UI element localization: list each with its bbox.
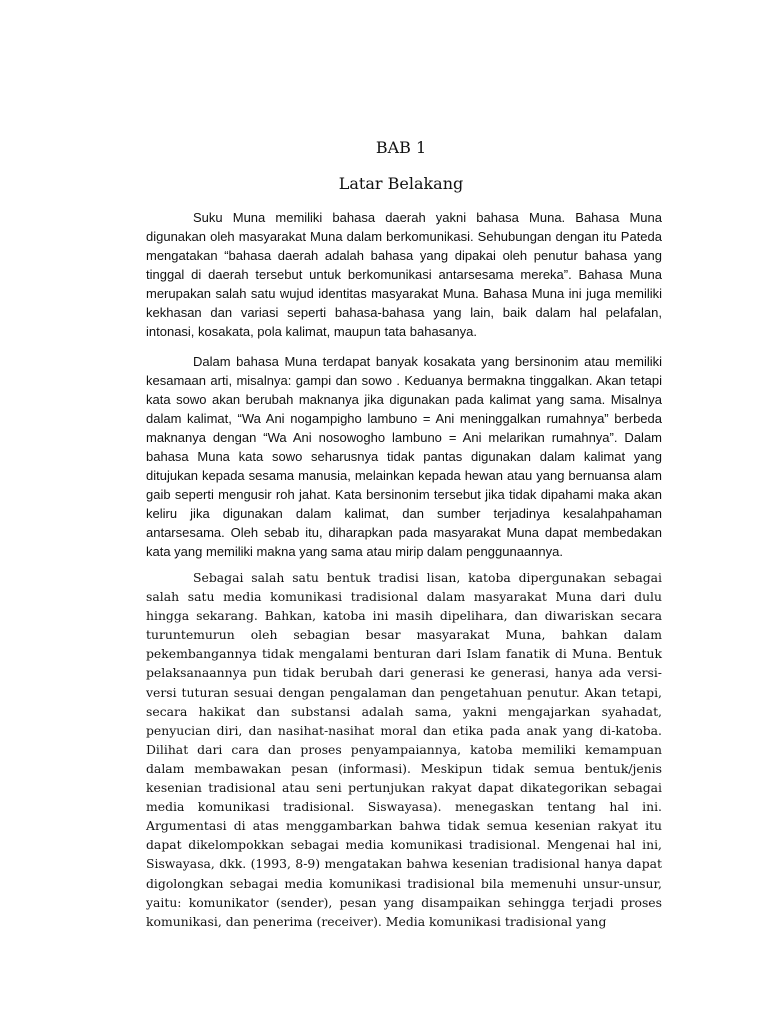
section-title: Latar Belakang	[338, 174, 464, 193]
paragraph-2: Dalam bahasa Muna terdapat banyak kosakata yang bersinonim atau memiliki kesamaan arti, misalnya: gampi dan sowo . Keduanya bermakna tinggalkan. Akan tetapi kata sowo akan berubah maknanya jika digunakan pada kalimat yang sama. Misalnya dalam kalimat, “Wa Ani nogampigho lambuno = Ani meninggalkan rumahnya” berbeda maknanya dengan “Wa Ani nosowogho lambuno = Ani melarikan rumahnya”. Dalam bahasa Muna kata sowo seharusnya tidak pantas digunakan dalam kalimat yang ditujukan kepada sesama manusia, melainkan kepada hewan atau yang bernuansa alam gaib seperti mengusir roh jahat. Kata bersinonim tersebut jika tidak dipahami maka akan keliru jika digunakan dalam kalimat, dan sumber terjadinya kesalahpahaman antarsesama. Oleh sebab itu, diharapkan pada masyarakat Muna dapat membedakan kata yang memiliki makna yang sama atau mirip dalam penggunaannya.	[146, 354, 662, 559]
paragraph-1-container	[146, 208, 662, 341]
chapter-label: BAB 1	[375, 138, 427, 157]
paragraph-3: Sebagai salah satu bentuk tradisi lisan, katoba dipergunakan sebagai salah satu media komunikasi tradisional dalam masyarakat Muna dari dulu hingga sekarang. Bahkan, katoba ini masih dipelihara, dan diwariskan secara turuntemurun oleh sebagian besar masyarakat Muna, bahkan dalam pekembangannya tidak mengalami benturan dari Islam fanatik di Muna. Bentuk pelaksanaannya pun tidak berubah dari generasi ke generasi, hanya ada versi-versi tuturan sesuai dengan pengalaman dan pengetahuan penutur. Akan tetapi, secara hakikat dan substansi adalah sama, yakni mengajarkan syahadat, penyucian diri, dan nasihat-nasihat moral dan etika pada anak yang di-katoba. Dilihat dari cara dan proses penyampaiannya, katoba memiliki kemampuan dalam membawakan pesan (informasi). Meskipun tidak semua bentuk/jenis kesenian tradisional atau seni pertunjukan rakyat dapat dikategorikan sebagai media komunikasi tradisional. Siswayasa). menegaskan tentang hal ini. Argumentasi di atas menggambarkan bahwa tidak semua kesenian rakyat itu dapat dikelompokkan sebagai media komunikasi tradisional. Mengenai hal ini, Siswayasa, dkk. (1993, 8-9) mengatakan bahwa kesenian tradisional hanya dapat digolongkan sebagai media komunikasi tradisional bila memenuhi unsur-unsur, yaitu: komunikator (sender), pesan yang disampaikan sehingga terjadi proses komunikasi, dan penerima (receiver). Media komunikasi tradisional yang	[146, 570, 662, 929]
paragraph-2-container	[146, 352, 662, 561]
paragraph-3-container	[146, 568, 662, 931]
paragraph-1: Suku Muna memiliki bahasa daerah yakni bahasa Muna. Bahasa Muna digunakan oleh masyarakat Muna dalam berkomunikasi. Sehubungan dengan itu Pateda mengatakan “bahasa daerah adalah bahasa yang dipakai oleh penutur bahasa yang tinggal di daerah tersebut untuk berkomunikasi antarsesama mereka”. Bahasa Muna merupakan salah satu wujud identitas masyarakat Muna. Bahasa Muna ini juga memiliki kekhasan dan variasi seperti bahasa-bahasa yang lain, baik dalam hal pelafalan, intonasi, kosakata, pola kalimat, maupun tata bahasanya.	[146, 210, 662, 339]
